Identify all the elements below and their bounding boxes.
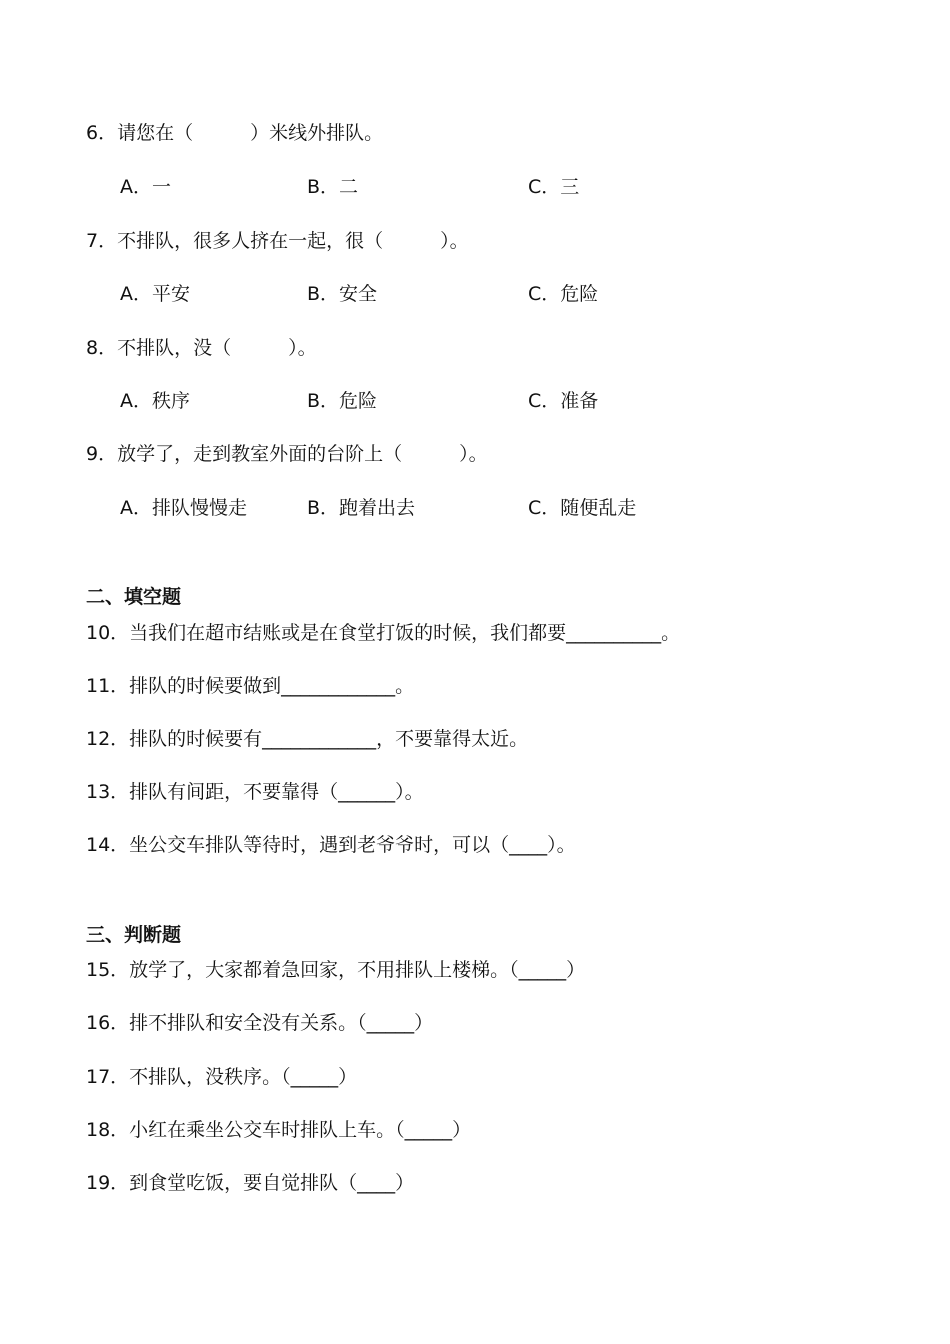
option-c: C．三 (528, 176, 580, 198)
question-11: 11．排队的时候要做到____________。 (86, 675, 415, 697)
option-b: B．危险 (307, 390, 378, 412)
option-a: A．平安 (120, 283, 190, 305)
option-a: A．一 (120, 176, 171, 198)
question-13: 13．排队有间距，不要靠得（______）。 (86, 781, 424, 803)
option-a: A．排队慢慢走 (120, 497, 247, 519)
question-18: 18．小红在乘坐公交车时排队上车。（_____） (86, 1119, 472, 1141)
question-10: 10．当我们在超市结账或是在食堂打饭的时候，我们都要__________。 (86, 622, 681, 644)
question-14: 14．坐公交车排队等待时，遇到老爷爷时，可以（____）。 (86, 834, 576, 856)
option-c: C．危险 (528, 283, 599, 305)
question-text: 7．不排队，很多人挤在一起，很（ ）。 (86, 230, 469, 252)
question-19: 19．到食堂吃饭，要自觉排队（____） (86, 1172, 415, 1194)
option-c: C．随便乱走 (528, 497, 637, 519)
question-text: 8．不排队，没（ ）。 (86, 337, 317, 359)
option-b: B．二 (307, 176, 359, 198)
option-b: B．安全 (307, 283, 378, 305)
option-c: C．准备 (528, 390, 599, 412)
section-heading-judge: 三、判断题 (86, 924, 182, 946)
option-a: A．秩序 (120, 390, 190, 412)
question-text: 6．请您在（ ）米线外排队。 (86, 122, 384, 144)
option-b: B．跑着出去 (307, 497, 416, 519)
question-15: 15．放学了，大家都着急回家，不用排队上楼梯。（_____） (86, 959, 586, 981)
section-heading-fill: 二、填空题 (86, 586, 182, 608)
question-12: 12．排队的时候要有____________，不要靠得太近。 (86, 728, 529, 750)
question-16: 16．排不排队和安全没有关系。（_____） (86, 1012, 434, 1034)
question-text: 9．放学了，走到教室外面的台阶上（ ）。 (86, 443, 488, 465)
question-17: 17．不排队，没秩序。（_____） (86, 1066, 358, 1088)
